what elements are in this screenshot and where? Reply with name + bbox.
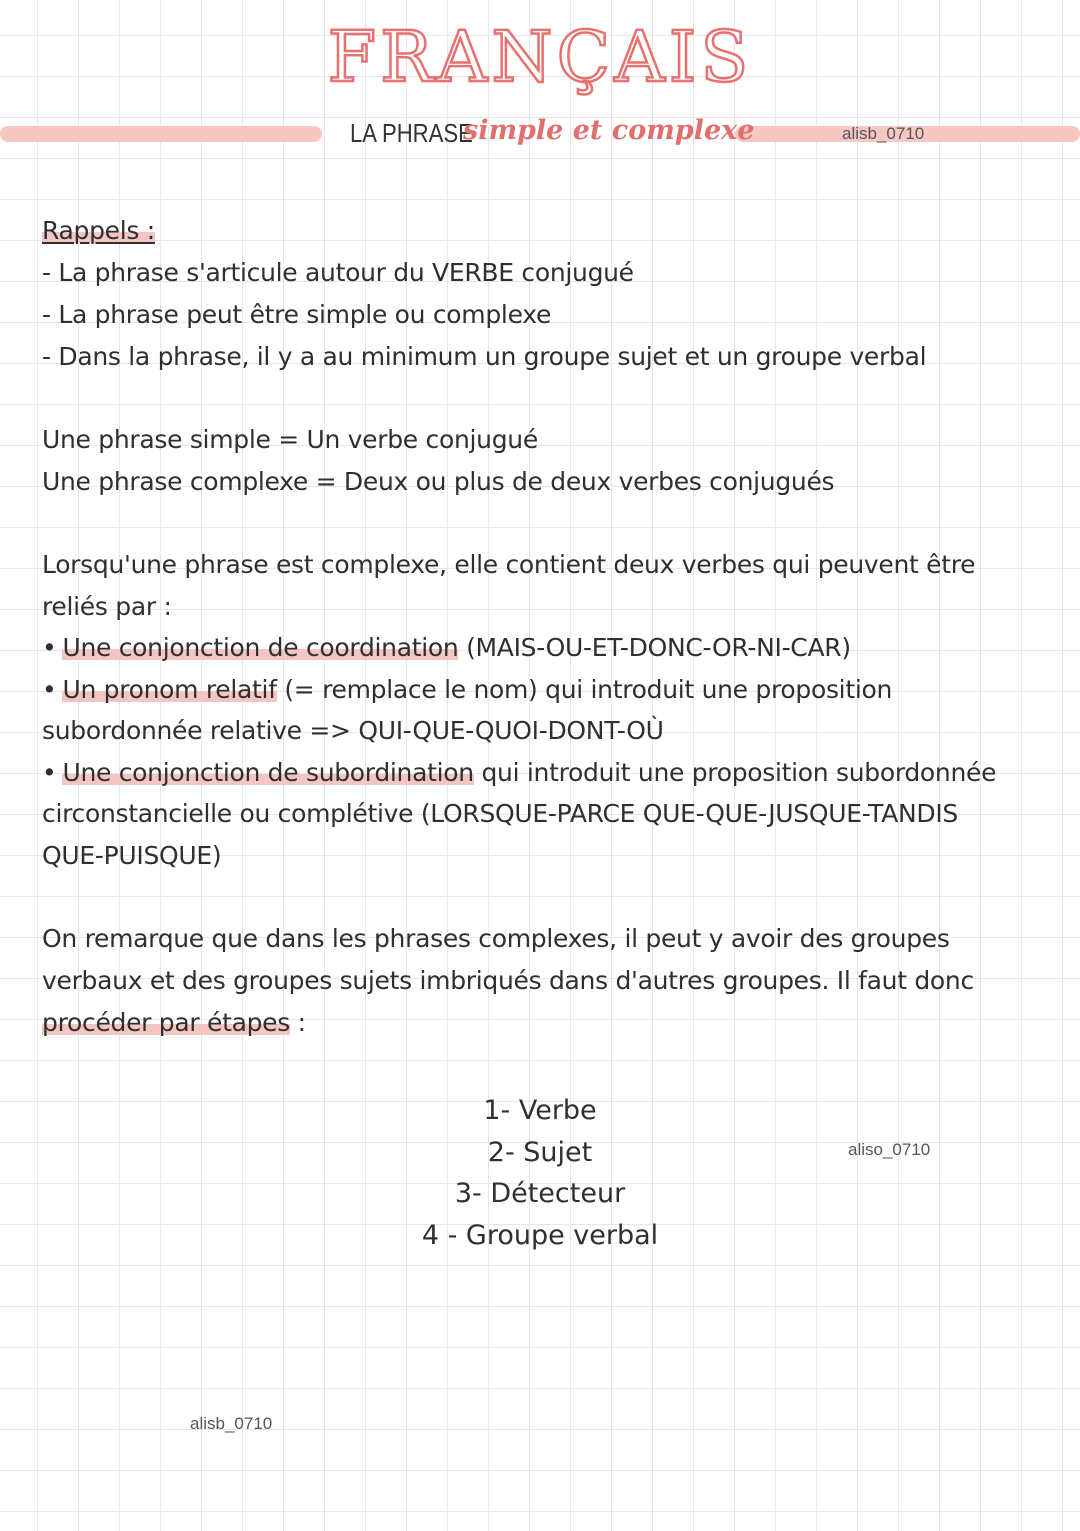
rappels-heading-text: Rappels :	[42, 216, 155, 245]
subtitle-plain: LA PHRASE	[350, 118, 473, 148]
remark-line-1: On remarque que dans les phrases complexes, il peut y avoir des groupes	[42, 924, 950, 953]
bullet-relative	[42, 677, 892, 702]
relative-continuation: subordonnée relative => QUI-QUE-QUOI-DONT-OÙ	[42, 716, 664, 745]
remark-colon: :	[290, 1008, 306, 1037]
complex-intro-2: reliés par :	[42, 592, 172, 621]
header-credit: alisb_0710	[842, 124, 925, 143]
bullet-dot: •	[42, 758, 57, 787]
rappel-item-2: - La phrase peut être simple ou complexe	[42, 300, 552, 329]
bullet-dot: •	[42, 633, 57, 662]
complex-intro-1: Lorsqu'une phrase est complexe, elle contient deux verbes qui peuvent être	[42, 550, 976, 579]
remark-line-3	[42, 1010, 306, 1035]
subordination-continuation-1: circonstancielle ou complétive (LORSQUE-PARCE QUE-QUE-JUSQUE-TANDIS	[42, 799, 958, 828]
bullet-subordination	[42, 760, 996, 785]
rappel-item-3: - Dans la phrase, il y a au minimum un groupe sujet et un groupe verbal	[42, 342, 927, 371]
remark-highlight: procéder par étapes	[42, 1008, 290, 1037]
subtitle-script: simple et complexe	[463, 115, 755, 146]
mid-credit: aliso_0710	[848, 1140, 931, 1159]
subordination-desc: qui introduit une proposition subordonnée	[473, 758, 997, 787]
bottom-credit: alisb_0710	[190, 1414, 273, 1433]
page-title: FRANÇAIS	[327, 16, 753, 98]
coordination-term: Une conjonction de coordination	[62, 633, 459, 662]
step-3: 3- Détecteur	[454, 1178, 626, 1209]
definition-simple: Une phrase simple = Un verbe conjugué	[42, 425, 538, 454]
title-band-left	[0, 126, 322, 142]
rappel-item-1: - La phrase s'articule autour du VERBE conjugué	[42, 258, 634, 287]
steps-list	[0, 1090, 1080, 1256]
coordination-list: (MAIS-OU-ET-DONC-OR-NI-CAR)	[458, 633, 851, 662]
subordination-term: Une conjonction de subordination	[62, 758, 474, 787]
definition-complex: Une phrase complexe = Deux ou plus de deux verbes conjugués	[42, 467, 835, 496]
bullet-coordination	[42, 635, 851, 660]
step-1: 1- Verbe	[483, 1095, 597, 1126]
rappels-heading	[42, 218, 155, 243]
remark-line-2: verbaux et des groupes sujets imbriqués dans d'autres groupes. Il faut donc	[42, 966, 974, 995]
relative-term: Un pronom relatif	[62, 675, 277, 704]
step-4: 4 - Groupe verbal	[421, 1219, 659, 1251]
relative-desc: (= remplace le nom) qui introduit une proposition	[276, 675, 893, 704]
bullet-dot: •	[42, 675, 57, 704]
subordination-continuation-2: QUE-PUISQUE)	[42, 841, 222, 870]
step-2: 2- Sujet	[487, 1136, 593, 1168]
